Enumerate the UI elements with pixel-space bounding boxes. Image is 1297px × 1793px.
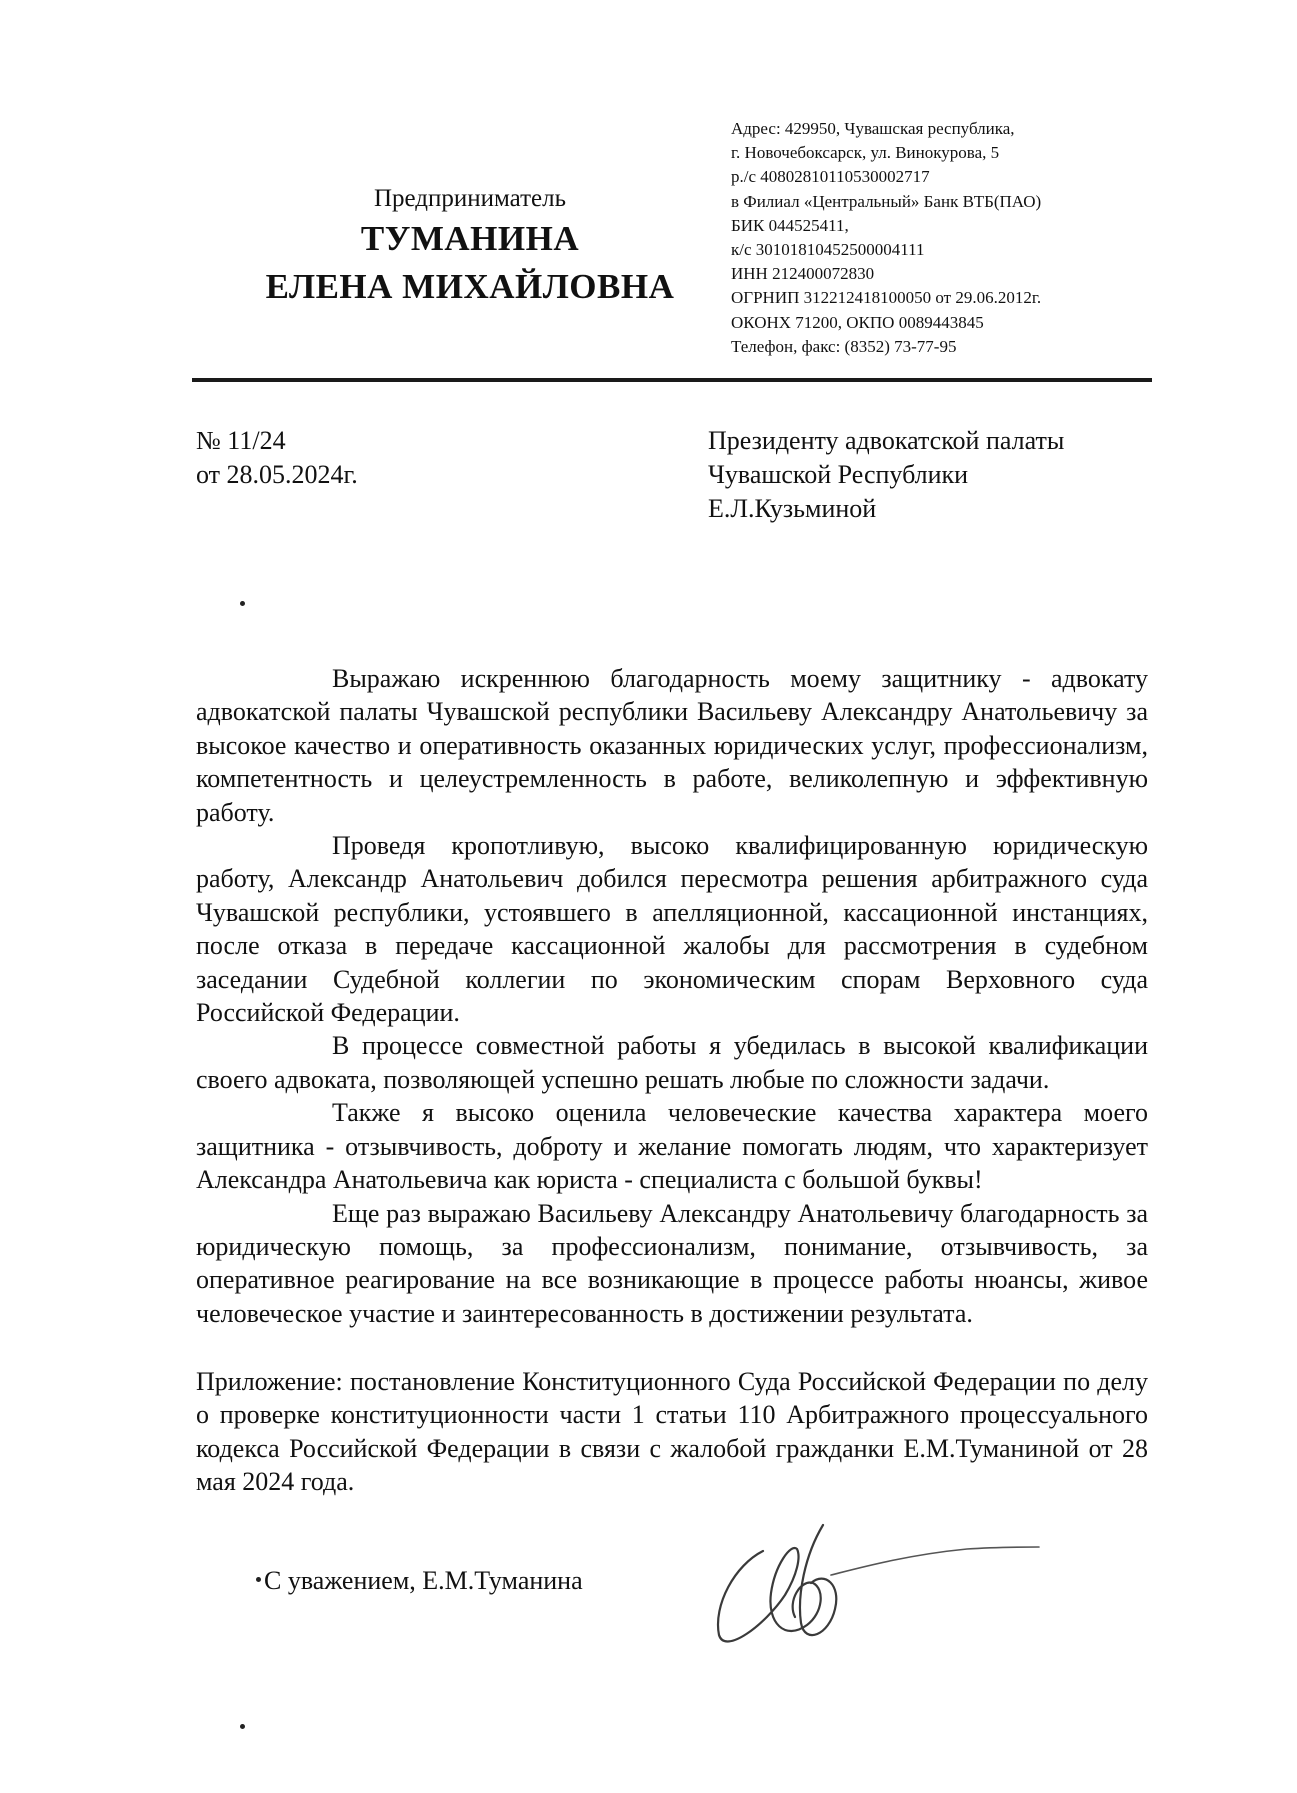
addressee-block bbox=[708, 424, 1064, 526]
closing-line: С уважением, Е.М.Туманина bbox=[264, 1566, 583, 1595]
sender-name: ЕЛЕНА МИХАЙЛОВНА bbox=[265, 267, 675, 306]
requisites-line: г. Новочебоксарск, ул. Винокурова, 5 bbox=[731, 143, 1000, 163]
requisites-line: р./с 40802810110530002717 bbox=[731, 167, 930, 187]
outgoing-block bbox=[196, 424, 358, 492]
requisites-line: к/с 30101810452500004111 bbox=[731, 240, 925, 260]
body-paragraph: Еще раз выражаю Васильеву Александру Анатольевичу благодарность за юридическую помощь, за профессионализм, понимание, отзывчивость, за оперативное реагирование на все возникающие в процессе работы нюансы, живое человеческое участие и заинтересованность в достижении результата. bbox=[196, 1198, 1148, 1328]
letter-body bbox=[196, 662, 1148, 1330]
attachment-note: Приложение: постановление Конституционного Суда Российской Федерации по делу о проверке конституционности части 1 статьи 110 Арбитражного процессуального кодекса Российской Федерации в связи с жалобой гражданки Е.М.Туманиной от 28 мая 2024 года. bbox=[196, 1367, 1148, 1497]
body-paragraph: Также я высоко оценила человеческие качества характера моего защитника - отзывчивость, доброту и желание помогать людям, что характеризует Александра Анатольевича как юриста - специалиста с большой буквы! bbox=[196, 1098, 1148, 1195]
scan-speck bbox=[256, 1577, 261, 1582]
addressee-line: Е.Л.Кузьминой bbox=[708, 494, 877, 523]
requisites-line: ОГРНИП 312212418100050 от 29.06.2012г. bbox=[731, 288, 1042, 308]
body-paragraph: Проведя кропотливую, высоко квалифицированную юридическую работу, Александр Анатольевич добился пересмотра решения арбитражного суда Чувашской республики, устоявшего в апелляционной, кассационной инстанциях, после отказа в передаче кассационной жалобы для рассмотрения в судебном заседании Судебной коллегии по экономическим спорам Верховного суда Российской Федерации. bbox=[196, 831, 1148, 1028]
letterhead-divider bbox=[192, 378, 1152, 382]
requisites-line: ОКОНХ 71200, ОКПО 0089443845 bbox=[731, 312, 984, 332]
body-paragraph: В процессе совместной работы я убедилась в высокой квалификации своего адвоката, позволяющей успешно решать любые по сложности задачи. bbox=[196, 1031, 1148, 1094]
signature-image bbox=[705, 1505, 1045, 1655]
addressee-line: Чувашской Республики bbox=[708, 460, 969, 489]
outgoing-number: № 11/24 bbox=[196, 426, 286, 455]
requisites-line: в Филиал «Центральный» Банк ВТБ(ПАО) bbox=[731, 191, 1042, 211]
outgoing-date: от 28.05.2024г. bbox=[196, 460, 358, 489]
sender-block bbox=[250, 183, 690, 311]
sender-surname: ТУМАНИНА bbox=[360, 219, 580, 258]
requisites-line: Телефон, факс: (8352) 73-77-95 bbox=[731, 336, 957, 356]
requisites-line: ИНН 212400072830 bbox=[731, 264, 875, 284]
body-paragraph: Выражаю искреннюю благодарность моему защитнику - адвокату адвокатской палаты Чувашской республики Васильеву Александру Анатольевичу за высокое качество и оперативность оказанных юридических услуг, профессионализм, компетентность и целеустремленность в работе, великолепную и эффективную работу. bbox=[196, 664, 1148, 827]
requisites-block bbox=[731, 117, 1041, 359]
scan-speck bbox=[240, 601, 245, 606]
sender-role: Предприниматель bbox=[373, 185, 567, 212]
requisites-line: БИК 044525411, bbox=[731, 215, 849, 235]
scan-speck bbox=[240, 1724, 245, 1729]
requisites-line: Адрес: 429950, Чувашская республика, bbox=[731, 119, 1015, 138]
addressee-line: Президенту адвокатской палаты bbox=[708, 426, 1065, 455]
